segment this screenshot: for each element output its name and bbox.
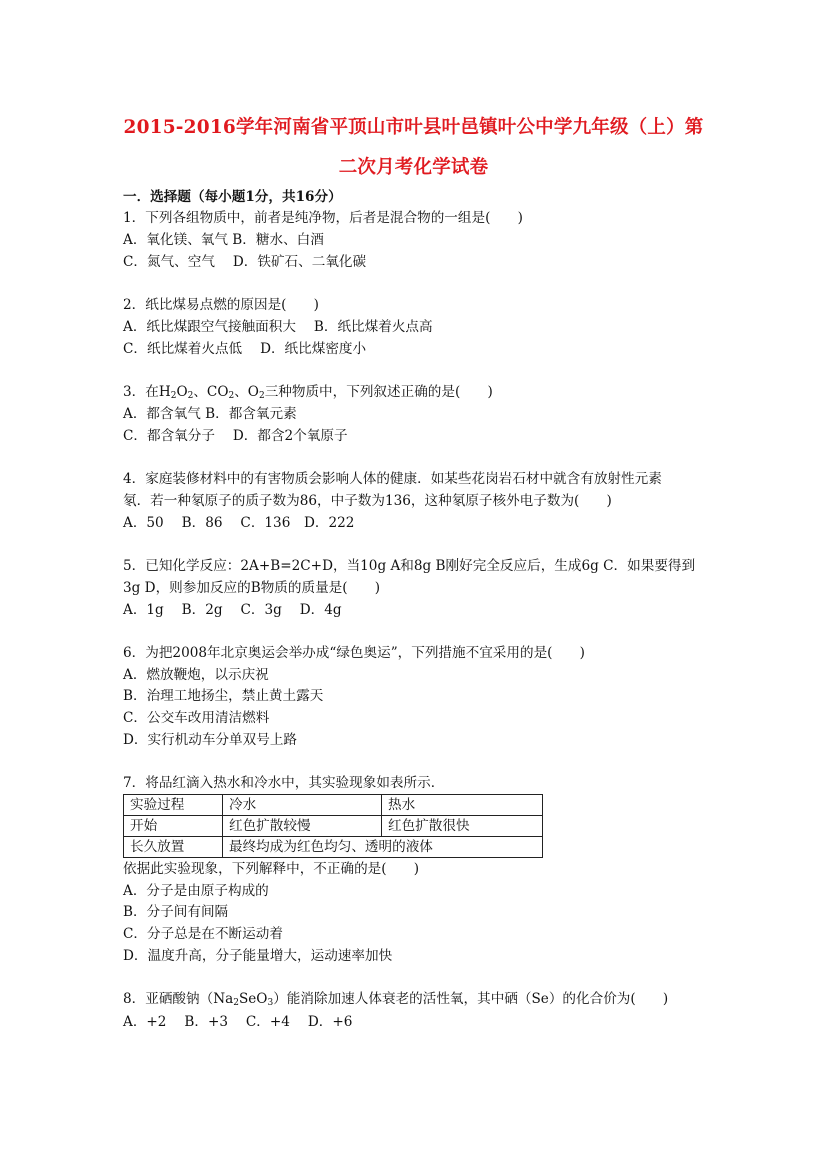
q8-stem-pre: 8．亚硒酸钠（Na [123,991,234,1007]
q7-option-a: A．分子是由原子构成的 [123,883,269,899]
q6-option-d: D．实行机动车分单双号上路 [123,732,298,748]
q3-sub: 2 [187,391,194,401]
q3-stem-post: 三种物质中，下列叙述正确的是( ) [264,384,493,400]
q3-sub: 2 [258,391,265,401]
q1-options-ab: A．氧化镁、氧气 B．糖水、白酒 [123,232,324,248]
q2-options-ab: A．纸比煤跟空气接触面积大 B．纸比煤着火点高 [123,319,433,335]
q6-option-c: C．公交车改用清洁燃料 [123,710,270,726]
q3-options-cd: C．都含氧分子 D．都含2个氧原子 [123,428,348,444]
q6-option-b: B．治理工地扬尘，禁止黄土露天 [123,688,324,704]
table-row [124,816,543,837]
q7-option-d: D．温度升高，分子能量增大，运动速率加快 [123,948,393,964]
q8-sub: 3 [267,998,274,1008]
q8-seo: SeO [238,991,268,1007]
table-cell: 热水 [382,795,543,816]
q1-stem: 1．下列各组物质中，前者是纯净物，后者是混合物的一组是( ) [123,210,523,226]
table-cell: 冷水 [223,795,382,816]
section-heading: 一．选择题（每小题1分，共16分） [123,189,342,205]
q3-sub: 2 [228,391,235,401]
table-cell: 实验过程 [124,795,223,816]
q8-stem [123,990,668,1008]
q6-option-a: A．燃放鞭炮，以示庆祝 [123,667,269,683]
q5-options: A．1g B．2g C．3g D．4g [123,602,342,618]
experiment-table [123,794,543,858]
q3-stem [123,383,493,401]
q3-sep: 、CO [193,384,229,400]
q1-options-cd: C．氮气、空气 D．铁矿石、二氧化碳 [123,254,367,270]
exam-title-line2: 二次月考化学试卷 [338,157,489,178]
table-cell: 长久放置 [124,837,223,858]
q7-follow-up: 依据此实验现象，下列解释中，不正确的是( ) [123,861,420,877]
exam-title-line1: 2015-2016学年河南省平顶山市叶县叶邑镇叶公中学九年级（上）第 [123,117,704,138]
q2-options-cd: C．纸比煤着火点低 D．纸比煤密度小 [123,341,367,357]
table-cell: 最终均成为红色均匀、透明的液体 [223,837,543,858]
table-row [124,795,543,816]
q8-stem-post: ）能消除加速人体衰老的活性氧，其中硒（Se）的化合价为( ) [273,991,669,1007]
q8-sub: 2 [233,998,239,1008]
table-row [124,837,543,858]
q4-stem-line1: 4．家庭装修材料中的有害物质会影响人体的健康．如某些花岗岩石材中就含有放射性元素 [123,471,662,487]
q8-options: A．+2 B．+3 C．+4 D．+6 [123,1014,353,1030]
q3-sep: 、O [234,384,259,400]
q6-stem: 6．为把2008年北京奥运会举办成“绿色奥运”，下列措施不宜采用的是( ) [123,645,585,661]
q7-option-b: B．分子间有间隔 [123,904,229,920]
q3-sub: 2 [170,391,177,401]
q4-options: A．50 B．86 C．136 D．222 [123,515,355,531]
q7-option-c: C．分子总是在不断运动着 [123,926,283,942]
q3-o: O [176,384,188,400]
table-cell: 红色扩散较慢 [223,816,382,837]
table-cell: 开始 [124,816,223,837]
table-cell: 红色扩散很快 [382,816,543,837]
q3-options-ab: A．都含氧气 B．都含氧元素 [123,406,297,422]
q7-stem: 7．将品红滴入热水和冷水中，其实验现象如表所示． [123,775,445,791]
q5-stem-line1: 5．已知化学反应：2A+B=2C+D，当10g A和8g B刚好完全反应后，生成6g C．如果要得到 [123,558,696,574]
q3-stem-pre: 3．在H [123,384,171,400]
q2-stem: 2．纸比煤易点燃的原因是( ) [123,297,319,313]
q5-stem-line2: 3g D，则参加反应的B物质的质量是( ) [123,580,381,596]
q4-stem-line2: 氡．若一种氡原子的质子数为86，中子数为136，这种氡原子核外电子数为( ) [123,493,612,509]
